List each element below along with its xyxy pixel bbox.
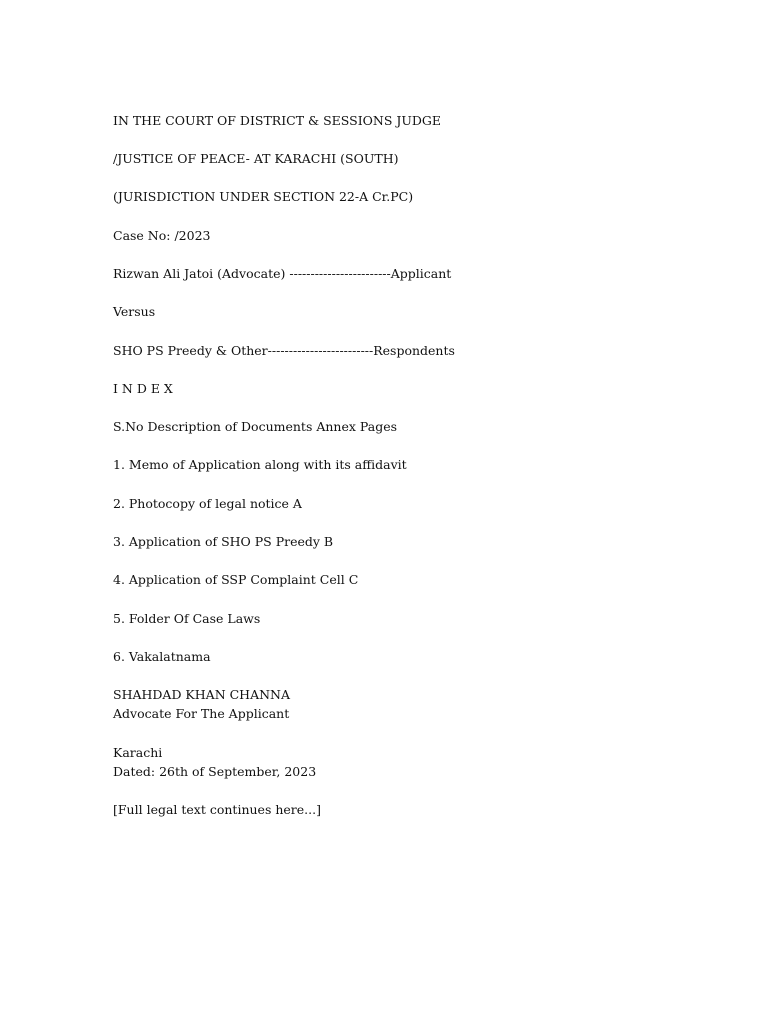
versus-line: Versus bbox=[113, 304, 156, 319]
index-item: 3. Application of SHO PS Preedy B bbox=[113, 534, 334, 549]
court-heading: IN THE COURT OF DISTRICT & SESSIONS JUDGE bbox=[113, 113, 442, 128]
index-item: 1. Memo of Application along with its affidavit bbox=[113, 457, 407, 472]
index-item: 2. Photocopy of legal notice A bbox=[113, 496, 302, 511]
applicant-line: Rizwan Ali Jatoi (Advocate) ------------------------Applicant bbox=[113, 266, 452, 281]
index-title: I N D E X bbox=[113, 381, 173, 396]
date-line: Dated: 26th of September, 2023 bbox=[113, 764, 317, 779]
signatory-name: SHAHDAD KHAN CHANNA bbox=[113, 687, 291, 702]
index-item: 5. Folder Of Case Laws bbox=[113, 611, 261, 626]
signatory-role: Advocate For The Applicant bbox=[113, 706, 290, 721]
place: Karachi bbox=[113, 745, 163, 760]
document-page bbox=[113, 0, 713, 1024]
respondents-line: SHO PS Preedy & Other-------------------------Respondents bbox=[113, 343, 455, 358]
index-item: 6. Vakalatnama bbox=[113, 649, 211, 664]
case-number: Case No: /2023 bbox=[113, 228, 211, 243]
court-subheading: /JUSTICE OF PEACE- AT KARACHI (SOUTH) bbox=[113, 151, 399, 166]
index-item: 4. Application of SSP Complaint Cell C bbox=[113, 572, 359, 587]
jurisdiction-line: (JURISDICTION UNDER SECTION 22-A Cr.PC) bbox=[113, 189, 414, 204]
index-header: S.No Description of Documents Annex Pages bbox=[113, 419, 398, 434]
continuation-note: [Full legal text continues here...] bbox=[113, 802, 321, 817]
